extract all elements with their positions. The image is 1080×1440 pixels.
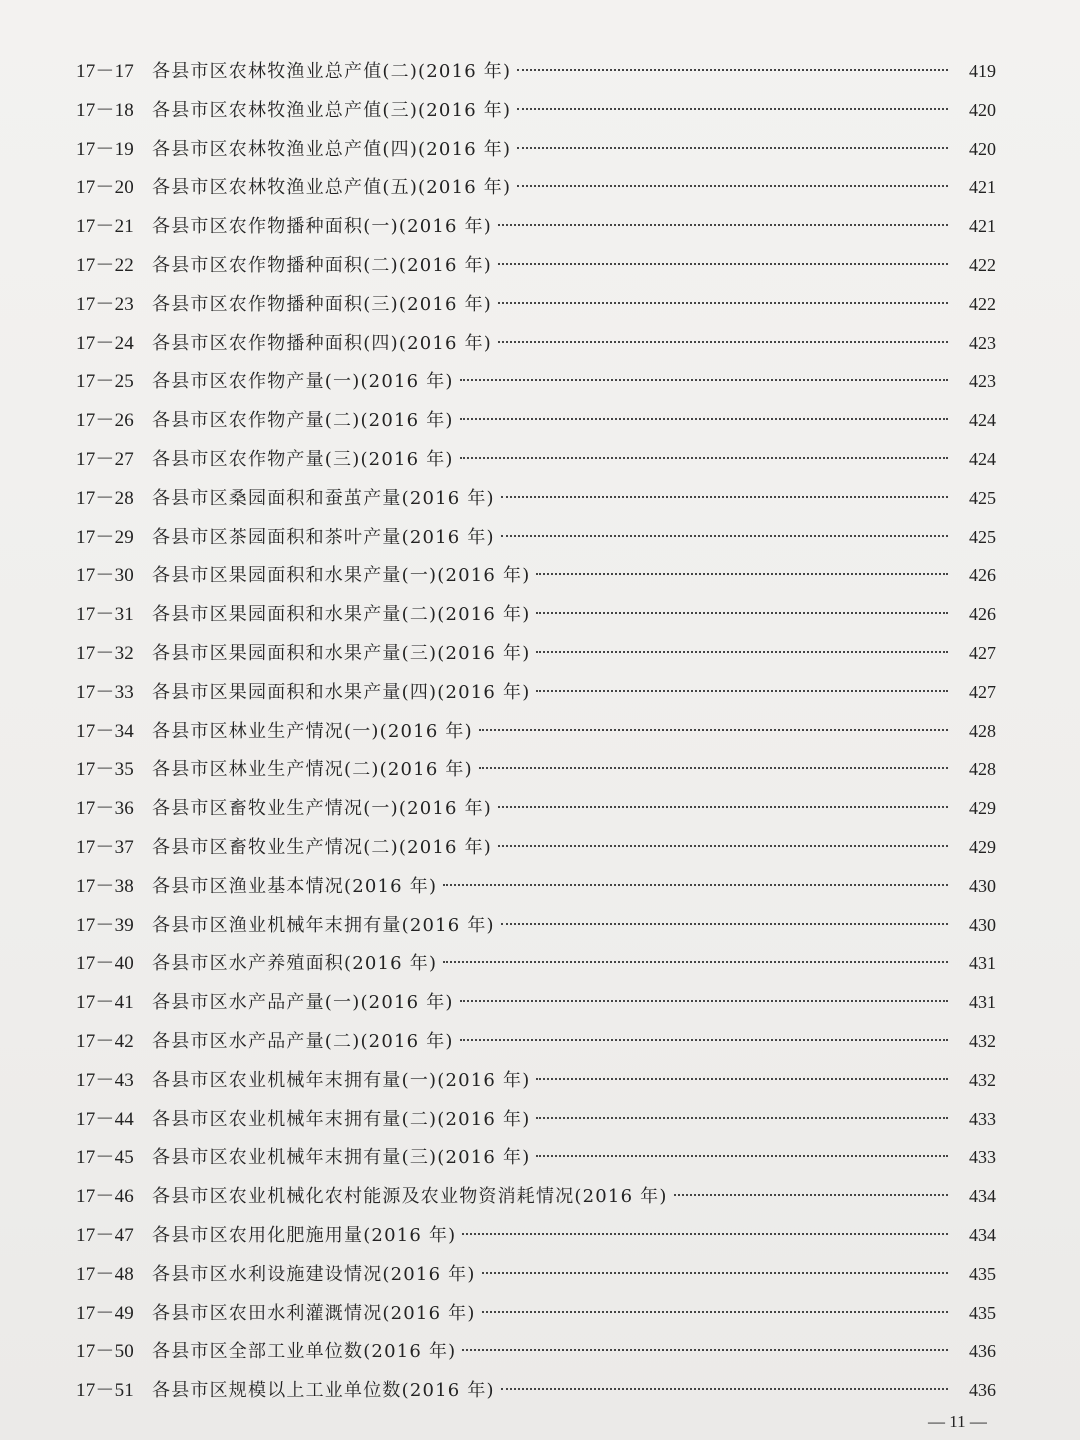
entry-title: 各县市区规模以上工业单位数(2016 年) bbox=[152, 1380, 495, 1402]
entry-page-number: 434 bbox=[969, 1186, 996, 1207]
entry-page-number: 435 bbox=[969, 1302, 996, 1323]
entry-title: 各县市区水产品产量(二)(2016 年) bbox=[152, 1030, 454, 1052]
dot-leader bbox=[482, 1311, 948, 1313]
entry-number: 17－19 bbox=[76, 138, 135, 160]
toc-entry bbox=[76, 1294, 996, 1333]
entry-number: 17－31 bbox=[76, 604, 135, 626]
dot-leader bbox=[498, 845, 948, 847]
entry-title: 各县市区农田水利灌溉情况(2016 年) bbox=[152, 1302, 476, 1324]
entry-page-number: 428 bbox=[969, 720, 996, 741]
entry-title: 各县市区畜牧业生产情况(一)(2016 年) bbox=[152, 798, 493, 820]
entry-page-number: 434 bbox=[969, 1224, 996, 1245]
dot-leader bbox=[460, 379, 948, 381]
toc-entry bbox=[76, 246, 996, 285]
entry-title: 各县市区农作物产量(一)(2016 年) bbox=[152, 371, 454, 393]
entry-number: 17－48 bbox=[76, 1263, 135, 1285]
toc-entry bbox=[76, 324, 996, 363]
entry-page-number: 420 bbox=[969, 138, 996, 159]
entry-page-number: 429 bbox=[969, 798, 996, 819]
entry-title: 各县市区农用化肥施用量(2016 年) bbox=[152, 1224, 457, 1246]
dot-leader bbox=[498, 224, 948, 226]
toc-entry bbox=[76, 52, 996, 91]
toc-entry bbox=[76, 440, 996, 479]
entry-page-number: 424 bbox=[969, 448, 996, 469]
entry-title: 各县市区农作物产量(三)(2016 年) bbox=[152, 448, 454, 470]
dot-leader bbox=[536, 612, 948, 614]
entry-title: 各县市区水产养殖面积(2016 年) bbox=[152, 953, 438, 975]
dot-leader bbox=[460, 1000, 948, 1002]
dot-leader bbox=[479, 729, 948, 731]
entry-page-number: 428 bbox=[969, 759, 996, 780]
toc-entry bbox=[76, 944, 996, 983]
toc-entry bbox=[76, 1216, 996, 1255]
entry-title: 各县市区全部工业单位数(2016 年) bbox=[152, 1341, 457, 1363]
entry-title: 各县市区渔业基本情况(2016 年) bbox=[152, 875, 438, 897]
entry-number: 17－29 bbox=[76, 526, 135, 548]
entry-title: 各县市区农林牧渔业总产值(三)(2016 年) bbox=[152, 99, 512, 121]
toc-entry bbox=[76, 789, 996, 828]
toc-entry bbox=[76, 207, 996, 246]
dot-leader bbox=[536, 1117, 948, 1119]
dot-leader bbox=[517, 108, 948, 110]
dot-leader bbox=[443, 961, 948, 963]
entry-page-number: 421 bbox=[969, 216, 996, 237]
entry-number: 17－42 bbox=[76, 1030, 135, 1052]
entry-page-number: 422 bbox=[969, 254, 996, 275]
dot-leader bbox=[536, 1078, 948, 1080]
dot-leader bbox=[462, 1233, 948, 1235]
entry-number: 17－37 bbox=[76, 836, 135, 858]
entry-number: 17－43 bbox=[76, 1069, 135, 1091]
entry-page-number: 433 bbox=[969, 1147, 996, 1168]
entry-number: 17－32 bbox=[76, 642, 135, 664]
entry-title: 各县市区水产品产量(一)(2016 年) bbox=[152, 992, 454, 1014]
entry-title: 各县市区农业机械年末拥有量(二)(2016 年) bbox=[152, 1108, 531, 1130]
entry-number: 17－22 bbox=[76, 254, 135, 276]
dot-leader bbox=[536, 651, 948, 653]
entry-title: 各县市区农作物播种面积(一)(2016 年) bbox=[152, 216, 493, 238]
dot-leader bbox=[498, 341, 948, 343]
toc-entry bbox=[76, 285, 996, 324]
toc-entry bbox=[76, 983, 996, 1022]
entry-page-number: 426 bbox=[969, 604, 996, 625]
entry-title: 各县市区农业机械化农村能源及农业物资消耗情况(2016 年) bbox=[152, 1186, 668, 1208]
entry-number: 17－17 bbox=[76, 61, 135, 82]
entry-number: 17－21 bbox=[76, 216, 135, 238]
entry-number: 17－38 bbox=[76, 875, 135, 897]
entry-page-number: 425 bbox=[969, 526, 996, 547]
entry-title: 各县市区农林牧渔业总产值(二)(2016 年) bbox=[152, 61, 512, 82]
entry-page-number: 425 bbox=[969, 487, 996, 508]
entry-title: 各县市区果园面积和水果产量(二)(2016 年) bbox=[152, 604, 531, 626]
entry-number: 17－47 bbox=[76, 1224, 135, 1246]
toc-entry bbox=[76, 673, 996, 712]
toc-entry bbox=[76, 634, 996, 673]
entry-page-number: 430 bbox=[969, 875, 996, 896]
entry-number: 17－25 bbox=[76, 371, 135, 393]
entry-title: 各县市区水利设施建设情况(2016 年) bbox=[152, 1263, 476, 1285]
entry-page-number: 427 bbox=[969, 642, 996, 663]
toc-entry bbox=[76, 362, 996, 401]
entry-number: 17－39 bbox=[76, 914, 135, 936]
dot-leader bbox=[674, 1194, 948, 1196]
toc-entry bbox=[76, 1371, 996, 1410]
dot-leader bbox=[482, 1272, 948, 1274]
entry-number: 17－33 bbox=[76, 681, 135, 703]
dot-leader bbox=[536, 1155, 948, 1157]
dot-leader bbox=[460, 1039, 948, 1041]
toc-entry bbox=[76, 1138, 996, 1177]
dot-leader bbox=[462, 1349, 948, 1351]
dot-leader bbox=[517, 147, 948, 149]
table-of-contents bbox=[76, 52, 996, 1410]
toc-entry bbox=[76, 91, 996, 130]
entry-title: 各县市区农林牧渔业总产值(四)(2016 年) bbox=[152, 138, 512, 160]
entry-number: 17－27 bbox=[76, 448, 135, 470]
entry-title: 各县市区农林牧渔业总产值(五)(2016 年) bbox=[152, 177, 512, 199]
entry-title: 各县市区农作物播种面积(四)(2016 年) bbox=[152, 332, 493, 354]
entry-page-number: 422 bbox=[969, 293, 996, 314]
entry-number: 17－23 bbox=[76, 293, 135, 315]
toc-entry bbox=[76, 750, 996, 789]
entry-page-number: 426 bbox=[969, 565, 996, 586]
toc-entry bbox=[76, 1061, 996, 1100]
entry-title: 各县市区畜牧业生产情况(二)(2016 年) bbox=[152, 836, 493, 858]
toc-entry bbox=[76, 712, 996, 751]
dot-leader bbox=[501, 496, 948, 498]
entry-number: 17－26 bbox=[76, 410, 135, 432]
entry-page-number: 436 bbox=[969, 1380, 996, 1401]
entry-title: 各县市区农业机械年末拥有量(一)(2016 年) bbox=[152, 1069, 531, 1091]
dot-leader bbox=[443, 884, 948, 886]
entry-page-number: 420 bbox=[969, 99, 996, 120]
entry-number: 17－51 bbox=[76, 1380, 135, 1402]
entry-page-number: 419 bbox=[969, 61, 996, 81]
entry-title: 各县市区林业生产情况(二)(2016 年) bbox=[152, 759, 473, 781]
entry-number: 17－44 bbox=[76, 1108, 135, 1130]
entry-number: 17－46 bbox=[76, 1186, 135, 1208]
entry-page-number: 431 bbox=[969, 992, 996, 1013]
dot-leader bbox=[517, 185, 948, 187]
entry-page-number: 432 bbox=[969, 1030, 996, 1051]
entry-number: 17－20 bbox=[76, 177, 135, 199]
toc-entry bbox=[76, 595, 996, 634]
entry-title: 各县市区农作物播种面积(三)(2016 年) bbox=[152, 293, 493, 315]
toc-entry bbox=[76, 906, 996, 945]
dot-leader bbox=[517, 69, 948, 71]
entry-number: 17－18 bbox=[76, 99, 135, 121]
entry-title: 各县市区渔业机械年末拥有量(2016 年) bbox=[152, 914, 495, 936]
entry-title: 各县市区林业生产情况(一)(2016 年) bbox=[152, 720, 473, 742]
dot-leader bbox=[536, 690, 948, 692]
entry-number: 17－40 bbox=[76, 953, 135, 975]
entry-title: 各县市区农业机械年末拥有量(三)(2016 年) bbox=[152, 1147, 531, 1169]
entry-number: 17－34 bbox=[76, 720, 135, 742]
toc-entry bbox=[76, 828, 996, 867]
entry-page-number: 433 bbox=[969, 1108, 996, 1129]
entry-title: 各县市区桑园面积和蚕茧产量(2016 年) bbox=[152, 487, 495, 509]
entry-number: 17－35 bbox=[76, 759, 135, 781]
entry-number: 17－49 bbox=[76, 1302, 135, 1324]
entry-page-number: 431 bbox=[969, 953, 996, 974]
dot-leader bbox=[498, 806, 948, 808]
dot-leader bbox=[479, 767, 948, 769]
entry-page-number: 429 bbox=[969, 836, 996, 857]
dot-leader bbox=[498, 263, 948, 265]
toc-entry bbox=[76, 401, 996, 440]
entry-page-number: 424 bbox=[969, 410, 996, 431]
toc-entry bbox=[76, 518, 996, 557]
dot-leader bbox=[460, 457, 948, 459]
entry-title: 各县市区茶园面积和茶叶产量(2016 年) bbox=[152, 526, 495, 548]
dot-leader bbox=[536, 573, 948, 575]
entry-title: 各县市区果园面积和水果产量(四)(2016 年) bbox=[152, 681, 531, 703]
toc-entry bbox=[76, 1100, 996, 1139]
dot-leader bbox=[501, 923, 948, 925]
entry-page-number: 430 bbox=[969, 914, 996, 935]
toc-entry bbox=[76, 130, 996, 169]
entry-page-number: 435 bbox=[969, 1263, 996, 1284]
entry-page-number: 421 bbox=[969, 177, 996, 198]
entry-number: 17－24 bbox=[76, 332, 135, 354]
entry-number: 17－28 bbox=[76, 487, 135, 509]
entry-title: 各县市区果园面积和水果产量(一)(2016 年) bbox=[152, 565, 531, 587]
toc-entry bbox=[76, 1177, 996, 1216]
entry-page-number: 423 bbox=[969, 332, 996, 353]
entry-title: 各县市区农作物产量(二)(2016 年) bbox=[152, 410, 454, 432]
entry-page-number: 432 bbox=[969, 1069, 996, 1090]
toc-entry bbox=[76, 1022, 996, 1061]
dot-leader bbox=[498, 302, 948, 304]
toc-entry bbox=[76, 1332, 996, 1371]
toc-entry bbox=[76, 479, 996, 518]
entry-title: 各县市区农作物播种面积(二)(2016 年) bbox=[152, 254, 493, 276]
entry-title: 各县市区果园面积和水果产量(三)(2016 年) bbox=[152, 642, 531, 664]
entry-page-number: 436 bbox=[969, 1341, 996, 1362]
entry-number: 17－45 bbox=[76, 1147, 135, 1169]
entry-page-number: 427 bbox=[969, 681, 996, 702]
entry-number: 17－41 bbox=[76, 992, 135, 1014]
toc-entry bbox=[76, 867, 996, 906]
dot-leader bbox=[460, 418, 948, 420]
entry-page-number: 423 bbox=[969, 371, 996, 392]
toc-entry bbox=[76, 556, 996, 595]
dot-leader bbox=[501, 1388, 948, 1390]
toc-entry bbox=[76, 1255, 996, 1294]
entry-number: 17－36 bbox=[76, 798, 135, 820]
toc-entry bbox=[76, 168, 996, 207]
page-number: — 11 — bbox=[928, 1412, 987, 1431]
entry-number: 17－50 bbox=[76, 1341, 135, 1363]
dot-leader bbox=[501, 535, 948, 537]
entry-number: 17－30 bbox=[76, 565, 135, 587]
